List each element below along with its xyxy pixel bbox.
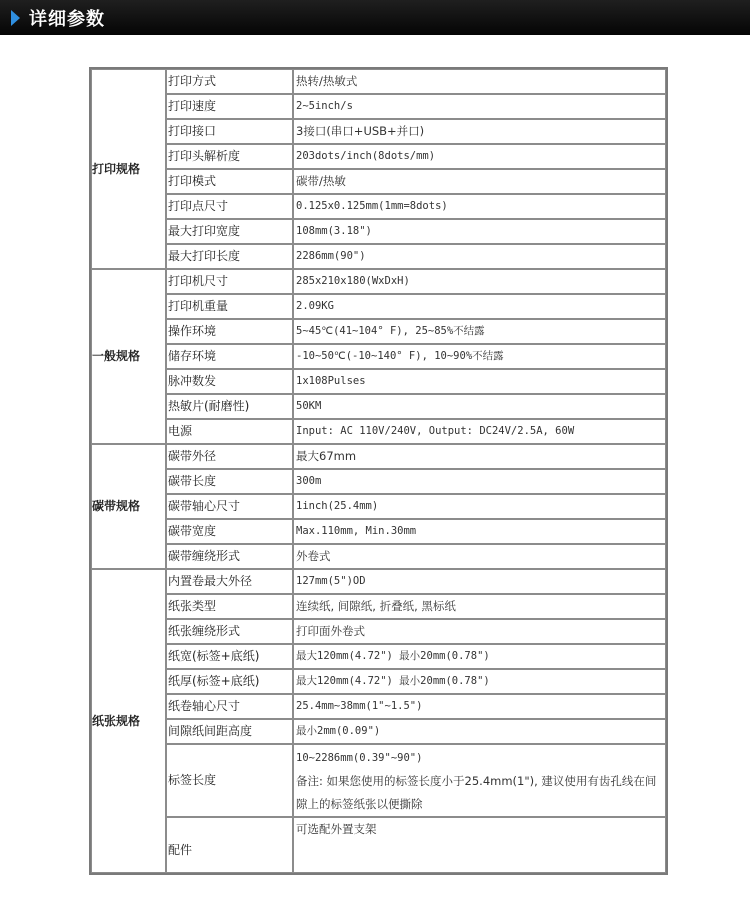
row-label: 打印头解析度 [166,144,293,169]
play-arrow-icon [11,10,20,26]
table-row [91,194,666,219]
table-row [91,169,666,194]
row-value: 25.4mm~38mm(1"~1.5") [293,694,666,719]
row-label: 碳带缠绕形式 [166,544,293,569]
row-value: 打印面外卷式 [293,619,666,644]
group-ribbon: 碳带规格 [91,444,166,569]
table-row [91,294,666,319]
table-row [91,69,666,94]
row-value: 108mm(3.18") [293,219,666,244]
label-length-value: 10~2286mm(0.39"~90") [296,752,423,764]
table-row [91,469,666,494]
table-row [91,644,666,669]
row-label: 打印速度 [166,94,293,119]
row-value: 5~45℃(41~104° F), 25~85%不结露 [293,319,666,344]
table-row [91,369,666,394]
group-paper: 纸张规格 [91,569,166,873]
row-label: 打印点尺寸 [166,194,293,219]
row-label: 标签长度 [166,744,293,817]
row-value: 0.125x0.125mm(1mm=8dots) [293,194,666,219]
row-value: 2286mm(90") [293,244,666,269]
row-label: 热敏片(耐磨性) [166,394,293,419]
section-title: 详细参数 [29,8,105,30]
row-label: 脉冲数发 [166,369,293,394]
table-row [91,594,666,619]
table-row [91,444,666,469]
table-row [91,394,666,419]
table-row [91,744,666,817]
row-label: 最大打印宽度 [166,219,293,244]
row-label: 打印方式 [166,69,293,94]
row-label: 碳带轴心尺寸 [166,494,293,519]
row-label: 碳带外径 [166,444,293,469]
row-value: 最大120mm(4.72") 最小20mm(0.78") [293,644,666,669]
row-label: 配件 [166,817,293,873]
row-value: 可选配外置支架 [293,817,666,873]
row-value: 1x108Pulses [293,369,666,394]
row-value: 外卷式 [293,544,666,569]
row-label: 纸宽(标签+底纸) [166,644,293,669]
row-label: 间隙纸间距高度 [166,719,293,744]
row-value: 最大120mm(4.72") 最小20mm(0.78") [293,669,666,694]
row-value: 连续纸, 间隙纸, 折叠纸, 黑标纸 [293,594,666,619]
row-value: 碳带/热敏 [293,169,666,194]
row-label: 电源 [166,419,293,444]
row-label: 碳带宽度 [166,519,293,544]
table-row [91,144,666,169]
table-row [91,519,666,544]
table-row [91,119,666,144]
group-general: 一般规格 [91,269,166,444]
row-label: 操作环境 [166,319,293,344]
row-value: 最大67mm [293,444,666,469]
row-value: 3接口(串口+USB+并口) [293,119,666,144]
row-value: 2.09KG [293,294,666,319]
section-header [0,0,750,35]
row-label: 纸厚(标签+底纸) [166,669,293,694]
row-label: 纸卷轴心尺寸 [166,694,293,719]
table-row [91,319,666,344]
spec-table [89,67,668,875]
label-length-note: 备注: 如果您使用的标签长度小于25.4mm(1"), 建议使用有齿孔线在间隙上的标签纸张以便撕除 [296,774,657,811]
row-label: 纸张缠绕形式 [166,619,293,644]
table-row [91,269,666,294]
row-label: 最大打印长度 [166,244,293,269]
table-row [91,94,666,119]
row-value: -10~50℃(-10~140° F), 10~90%不结露 [293,344,666,369]
table-row [91,569,666,594]
table-row [91,694,666,719]
row-label: 纸张类型 [166,594,293,619]
row-label: 打印接口 [166,119,293,144]
group-print: 打印规格 [91,69,166,269]
row-value [293,744,666,817]
row-value: Input: AC 110V/240V, Output: DC24V/2.5A, 60W [293,419,666,444]
table-row [91,419,666,444]
table-row [91,719,666,744]
table-row [91,619,666,644]
row-value: 300m [293,469,666,494]
row-label: 碳带长度 [166,469,293,494]
row-value: 1inch(25.4mm) [293,494,666,519]
row-value: 127mm(5")OD [293,569,666,594]
row-label: 储存环境 [166,344,293,369]
row-value: 50KM [293,394,666,419]
row-value: 最小2mm(0.09") [293,719,666,744]
row-label: 内置卷最大外径 [166,569,293,594]
table-row [91,817,666,873]
row-value: 203dots/inch(8dots/mm) [293,144,666,169]
table-row [91,544,666,569]
table-row [91,244,666,269]
row-label: 打印模式 [166,169,293,194]
row-value: 285x210x180(WxDxH) [293,269,666,294]
row-value: 热转/热敏式 [293,69,666,94]
table-row [91,494,666,519]
row-value: Max.110mm, Min.30mm [293,519,666,544]
row-value: 2~5inch/s [293,94,666,119]
row-label: 打印机尺寸 [166,269,293,294]
table-row [91,669,666,694]
row-label: 打印机重量 [166,294,293,319]
table-row [91,219,666,244]
table-row [91,344,666,369]
